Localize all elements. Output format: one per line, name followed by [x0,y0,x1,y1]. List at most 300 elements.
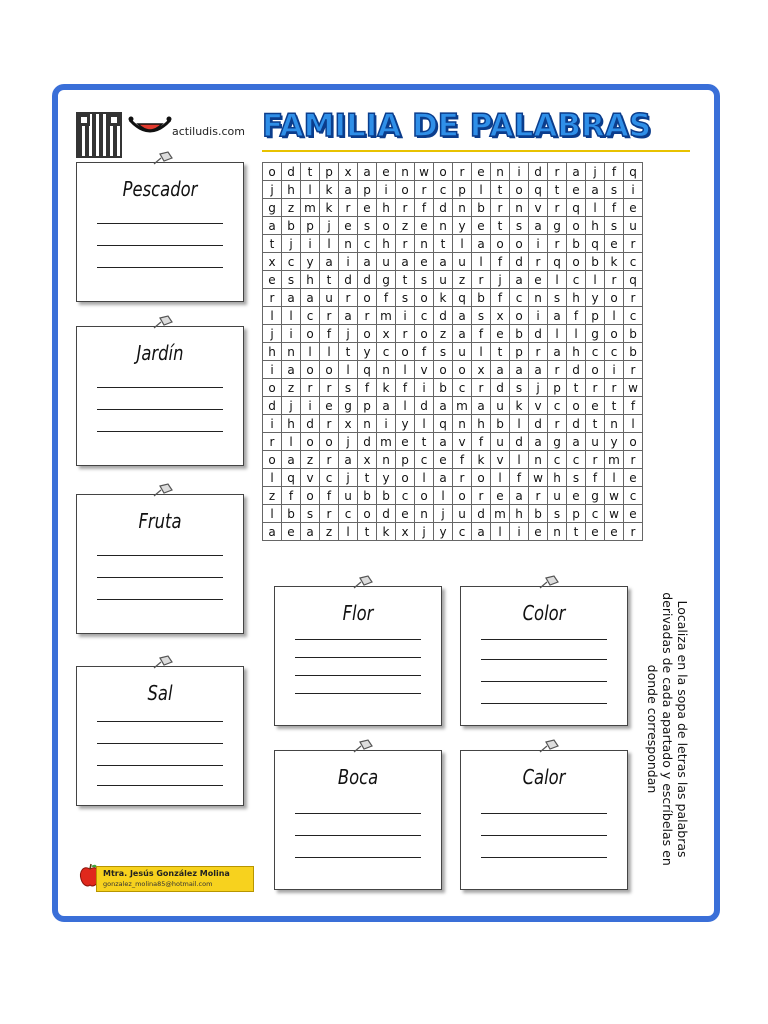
grid-cell[interactable]: a [491,361,510,379]
answer-line[interactable] [97,245,223,246]
grid-cell[interactable]: l [624,415,643,433]
grid-cell[interactable]: u [377,253,396,271]
grid-cell[interactable]: l [339,361,358,379]
grid-cell[interactable]: e [263,271,282,289]
answer-line[interactable] [97,555,223,556]
grid-cell[interactable]: m [491,505,510,523]
grid-cell[interactable]: t [491,217,510,235]
answer-line[interactable] [97,599,223,600]
grid-cell[interactable]: o [567,253,586,271]
grid-cell[interactable]: r [320,505,339,523]
grid-cell[interactable]: x [472,361,491,379]
grid-cell[interactable]: l [301,181,320,199]
grid-cell[interactable]: r [453,469,472,487]
grid-cell[interactable]: b [434,379,453,397]
grid-cell[interactable]: o [301,325,320,343]
answer-line[interactable] [481,703,607,704]
grid-cell[interactable]: a [472,397,491,415]
grid-cell[interactable]: l [415,469,434,487]
grid-cell[interactable]: l [491,469,510,487]
grid-cell[interactable]: t [491,343,510,361]
grid-cell[interactable]: n [548,523,567,541]
grid-cell[interactable]: y [301,253,320,271]
grid-cell[interactable]: w [605,505,624,523]
grid-cell[interactable]: e [529,271,548,289]
grid-cell[interactable]: r [529,343,548,361]
grid-cell[interactable]: s [548,505,567,523]
grid-cell[interactable]: p [567,505,586,523]
grid-cell[interactable]: n [282,343,301,361]
grid-cell[interactable]: g [548,217,567,235]
grid-cell[interactable]: l [320,343,339,361]
grid-cell[interactable]: r [320,415,339,433]
grid-cell[interactable]: l [396,397,415,415]
answer-line[interactable] [97,785,223,786]
grid-cell[interactable]: s [339,379,358,397]
grid-cell[interactable]: r [453,163,472,181]
grid-cell[interactable]: q [567,199,586,217]
grid-cell[interactable]: s [548,289,567,307]
grid-cell[interactable]: d [377,505,396,523]
grid-cell[interactable]: r [301,379,320,397]
grid-cell[interactable]: d [529,325,548,343]
grid-cell[interactable]: a [396,253,415,271]
grid-cell[interactable]: p [320,163,339,181]
grid-cell[interactable]: o [320,361,339,379]
grid-cell[interactable]: p [453,181,472,199]
grid-cell[interactable]: i [510,163,529,181]
grid-cell[interactable]: o [358,325,377,343]
grid-cell[interactable]: r [320,379,339,397]
grid-cell[interactable]: e [586,397,605,415]
grid-cell[interactable]: e [624,199,643,217]
grid-cell[interactable]: a [586,181,605,199]
grid-cell[interactable]: r [624,235,643,253]
grid-cell[interactable]: c [453,523,472,541]
grid-cell[interactable]: n [453,415,472,433]
grid-cell[interactable]: k [434,289,453,307]
grid-cell[interactable]: h [301,271,320,289]
grid-cell[interactable]: d [434,307,453,325]
grid-cell[interactable]: a [453,325,472,343]
grid-cell[interactable]: f [472,325,491,343]
grid-cell[interactable]: o [586,361,605,379]
answer-line[interactable] [97,721,223,722]
grid-cell[interactable]: q [529,181,548,199]
grid-cell[interactable]: l [548,325,567,343]
grid-cell[interactable]: m [377,307,396,325]
grid-cell[interactable]: t [567,379,586,397]
grid-cell[interactable]: f [586,469,605,487]
grid-cell[interactable]: t [358,523,377,541]
grid-cell[interactable]: n [377,451,396,469]
grid-cell[interactable]: j [491,271,510,289]
grid-cell[interactable]: a [510,271,529,289]
grid-cell[interactable]: z [320,523,339,541]
grid-cell[interactable]: b [358,487,377,505]
grid-cell[interactable]: b [567,235,586,253]
grid-cell[interactable]: a [510,487,529,505]
grid-cell[interactable]: f [320,325,339,343]
grid-cell[interactable]: b [282,217,301,235]
grid-cell[interactable]: j [339,433,358,451]
answer-line[interactable] [97,409,223,410]
grid-cell[interactable]: i [301,235,320,253]
grid-cell[interactable]: e [605,235,624,253]
grid-cell[interactable]: l [472,343,491,361]
grid-cell[interactable]: s [282,271,301,289]
grid-cell[interactable]: i [377,181,396,199]
grid-cell[interactable]: l [605,469,624,487]
grid-cell[interactable]: o [263,379,282,397]
grid-cell[interactable]: i [510,523,529,541]
grid-cell[interactable]: z [434,325,453,343]
grid-cell[interactable]: a [263,217,282,235]
grid-cell[interactable]: n [358,415,377,433]
grid-cell[interactable]: t [605,397,624,415]
grid-cell[interactable]: d [339,271,358,289]
grid-cell[interactable]: r [472,487,491,505]
grid-cell[interactable]: c [567,451,586,469]
grid-cell[interactable]: o [396,469,415,487]
grid-cell[interactable]: o [453,487,472,505]
grid-cell[interactable]: l [320,235,339,253]
answer-line[interactable] [97,765,223,766]
grid-cell[interactable]: q [358,361,377,379]
grid-cell[interactable]: s [510,217,529,235]
grid-cell[interactable]: a [320,253,339,271]
grid-cell[interactable]: t [263,235,282,253]
grid-cell[interactable]: i [339,253,358,271]
answer-line[interactable] [481,857,607,858]
grid-cell[interactable]: r [529,487,548,505]
grid-cell[interactable]: o [415,325,434,343]
grid-cell[interactable]: y [377,469,396,487]
grid-cell[interactable]: b [586,253,605,271]
grid-cell[interactable]: a [301,289,320,307]
grid-cell[interactable]: f [358,379,377,397]
grid-cell[interactable]: d [567,361,586,379]
grid-cell[interactable]: e [415,217,434,235]
answer-line[interactable] [295,693,421,694]
grid-cell[interactable]: s [472,307,491,325]
grid-cell[interactable]: m [453,397,472,415]
grid-cell[interactable]: j [263,325,282,343]
grid-cell[interactable]: b [510,325,529,343]
grid-cell[interactable]: e [472,163,491,181]
grid-cell[interactable]: r [529,253,548,271]
grid-cell[interactable]: n [396,163,415,181]
grid-cell[interactable]: f [320,487,339,505]
grid-cell[interactable]: u [320,289,339,307]
grid-cell[interactable]: o [415,487,434,505]
grid-cell[interactable]: a [472,235,491,253]
grid-cell[interactable]: y [396,415,415,433]
grid-cell[interactable]: r [263,289,282,307]
grid-cell[interactable]: a [358,163,377,181]
grid-cell[interactable]: q [548,253,567,271]
grid-cell[interactable]: i [529,235,548,253]
grid-cell[interactable]: o [434,361,453,379]
grid-cell[interactable]: t [396,271,415,289]
grid-cell[interactable]: v [491,451,510,469]
grid-cell[interactable]: o [605,325,624,343]
grid-cell[interactable]: v [301,469,320,487]
grid-cell[interactable]: l [453,235,472,253]
grid-cell[interactable]: c [415,307,434,325]
grid-cell[interactable]: e [396,505,415,523]
grid-cell[interactable]: z [263,487,282,505]
answer-line[interactable] [481,659,607,660]
grid-cell[interactable]: s [415,271,434,289]
grid-cell[interactable]: i [263,361,282,379]
grid-cell[interactable]: e [586,523,605,541]
grid-cell[interactable]: o [453,361,472,379]
grid-cell[interactable]: l [415,415,434,433]
grid-cell[interactable]: n [510,199,529,217]
grid-cell[interactable]: k [377,379,396,397]
grid-cell[interactable]: e [377,163,396,181]
grid-cell[interactable]: u [453,253,472,271]
grid-cell[interactable]: a [548,307,567,325]
grid-cell[interactable]: u [453,505,472,523]
grid-cell[interactable]: o [567,217,586,235]
grid-cell[interactable]: r [624,289,643,307]
grid-cell[interactable]: p [548,379,567,397]
grid-cell[interactable]: o [301,487,320,505]
grid-cell[interactable]: f [491,253,510,271]
grid-cell[interactable]: i [301,397,320,415]
grid-cell[interactable]: r [415,181,434,199]
answer-line[interactable] [97,267,223,268]
grid-cell[interactable]: g [263,199,282,217]
grid-cell[interactable]: h [548,469,567,487]
grid-cell[interactable]: e [567,487,586,505]
grid-cell[interactable]: f [415,199,434,217]
grid-cell[interactable]: p [301,217,320,235]
grid-cell[interactable]: l [263,307,282,325]
grid-cell[interactable]: b [282,505,301,523]
grid-cell[interactable]: v [529,199,548,217]
answer-line[interactable] [97,431,223,432]
grid-cell[interactable]: x [339,163,358,181]
grid-cell[interactable]: t [358,469,377,487]
answer-line[interactable] [97,223,223,224]
grid-cell[interactable]: j [339,325,358,343]
grid-cell[interactable]: u [548,487,567,505]
answer-line[interactable] [481,639,607,640]
grid-cell[interactable]: a [339,181,358,199]
grid-cell[interactable]: r [472,271,491,289]
grid-cell[interactable]: x [358,451,377,469]
grid-cell[interactable]: b [472,199,491,217]
grid-cell[interactable]: d [567,415,586,433]
grid-cell[interactable]: r [396,199,415,217]
grid-cell[interactable]: e [358,199,377,217]
grid-cell[interactable]: g [377,271,396,289]
answer-line[interactable] [295,657,421,658]
grid-cell[interactable]: t [586,415,605,433]
grid-cell[interactable]: e [567,181,586,199]
grid-cell[interactable]: z [282,199,301,217]
grid-cell[interactable]: e [529,523,548,541]
grid-cell[interactable]: s [358,217,377,235]
grid-cell[interactable]: x [491,307,510,325]
grid-cell[interactable]: r [339,199,358,217]
grid-cell[interactable]: a [434,433,453,451]
grid-cell[interactable]: f [415,343,434,361]
grid-cell[interactable]: a [339,307,358,325]
grid-cell[interactable]: e [396,433,415,451]
grid-cell[interactable]: d [529,415,548,433]
grid-cell[interactable]: x [263,253,282,271]
grid-cell[interactable]: j [586,163,605,181]
grid-cell[interactable]: q [624,271,643,289]
grid-cell[interactable]: c [434,181,453,199]
grid-cell[interactable]: c [320,469,339,487]
grid-cell[interactable]: d [282,163,301,181]
grid-cell[interactable]: d [472,505,491,523]
grid-cell[interactable]: c [548,451,567,469]
answer-line[interactable] [295,675,421,676]
grid-cell[interactable]: a [529,361,548,379]
grid-cell[interactable]: k [510,397,529,415]
grid-cell[interactable]: n [453,199,472,217]
grid-cell[interactable]: l [339,523,358,541]
grid-cell[interactable]: t [567,523,586,541]
grid-cell[interactable]: r [358,307,377,325]
grid-cell[interactable]: f [396,379,415,397]
grid-cell[interactable]: f [453,451,472,469]
answer-line[interactable] [481,681,607,682]
grid-cell[interactable]: a [529,433,548,451]
grid-cell[interactable]: y [358,343,377,361]
grid-cell[interactable]: c [567,271,586,289]
grid-cell[interactable]: r [548,199,567,217]
grid-cell[interactable]: c [510,289,529,307]
grid-cell[interactable]: l [567,325,586,343]
grid-cell[interactable]: i [605,361,624,379]
answer-line[interactable] [97,743,223,744]
grid-cell[interactable]: t [301,163,320,181]
grid-cell[interactable]: f [567,307,586,325]
grid-cell[interactable]: r [548,415,567,433]
grid-cell[interactable]: f [377,289,396,307]
grid-cell[interactable]: r [586,379,605,397]
grid-cell[interactable]: a [301,523,320,541]
grid-cell[interactable]: d [415,397,434,415]
grid-cell[interactable]: o [396,343,415,361]
grid-cell[interactable]: r [396,235,415,253]
grid-cell[interactable]: o [301,361,320,379]
grid-cell[interactable]: a [434,469,453,487]
grid-cell[interactable]: n [377,361,396,379]
grid-cell[interactable]: c [624,487,643,505]
grid-cell[interactable]: a [548,343,567,361]
grid-cell[interactable]: t [320,271,339,289]
grid-cell[interactable]: l [510,451,529,469]
grid-cell[interactable]: t [434,235,453,253]
grid-cell[interactable]: d [491,379,510,397]
grid-cell[interactable]: f [491,289,510,307]
grid-cell[interactable]: g [586,325,605,343]
grid-cell[interactable]: y [453,217,472,235]
grid-cell[interactable]: k [377,523,396,541]
grid-cell[interactable]: j [339,469,358,487]
grid-cell[interactable]: a [434,253,453,271]
grid-cell[interactable]: a [358,253,377,271]
grid-cell[interactable]: i [377,415,396,433]
grid-cell[interactable]: u [491,397,510,415]
grid-cell[interactable]: w [529,469,548,487]
grid-cell[interactable]: o [415,289,434,307]
grid-cell[interactable]: a [339,451,358,469]
grid-cell[interactable]: f [472,433,491,451]
grid-cell[interactable]: o [377,217,396,235]
grid-cell[interactable]: l [282,307,301,325]
grid-cell[interactable]: c [301,307,320,325]
grid-cell[interactable]: n [605,415,624,433]
grid-cell[interactable]: u [339,487,358,505]
grid-cell[interactable]: a [282,361,301,379]
grid-cell[interactable]: h [282,181,301,199]
grid-cell[interactable]: k [320,181,339,199]
grid-cell[interactable]: r [605,271,624,289]
grid-cell[interactable]: m [377,433,396,451]
grid-cell[interactable]: o [434,163,453,181]
grid-cell[interactable]: n [491,163,510,181]
grid-cell[interactable]: g [339,397,358,415]
grid-cell[interactable]: a [377,397,396,415]
grid-cell[interactable]: o [263,451,282,469]
grid-cell[interactable]: g [548,433,567,451]
grid-cell[interactable]: n [415,505,434,523]
grid-cell[interactable]: v [415,361,434,379]
grid-cell[interactable]: w [605,487,624,505]
grid-cell[interactable]: l [472,253,491,271]
grid-cell[interactable]: h [377,235,396,253]
grid-cell[interactable]: o [567,397,586,415]
grid-cell[interactable]: j [529,379,548,397]
grid-cell[interactable]: i [415,379,434,397]
grid-cell[interactable]: p [586,307,605,325]
grid-cell[interactable]: n [529,289,548,307]
grid-cell[interactable]: z [453,271,472,289]
grid-cell[interactable]: e [282,523,301,541]
grid-cell[interactable]: h [263,343,282,361]
grid-cell[interactable]: j [282,235,301,253]
grid-cell[interactable]: c [548,397,567,415]
grid-cell[interactable]: x [396,523,415,541]
answer-line[interactable] [97,387,223,388]
grid-cell[interactable]: l [301,343,320,361]
grid-cell[interactable]: c [396,487,415,505]
grid-cell[interactable]: k [472,451,491,469]
grid-cell[interactable]: d [510,433,529,451]
grid-cell[interactable]: n [415,235,434,253]
grid-cell[interactable]: u [491,433,510,451]
grid-cell[interactable]: a [567,163,586,181]
grid-cell[interactable]: s [301,505,320,523]
grid-cell[interactable]: b [472,289,491,307]
grid-cell[interactable]: l [263,469,282,487]
grid-cell[interactable]: b [491,415,510,433]
grid-cell[interactable]: e [624,469,643,487]
grid-cell[interactable]: r [472,379,491,397]
grid-cell[interactable]: l [472,181,491,199]
grid-cell[interactable]: d [263,397,282,415]
grid-cell[interactable]: s [605,217,624,235]
